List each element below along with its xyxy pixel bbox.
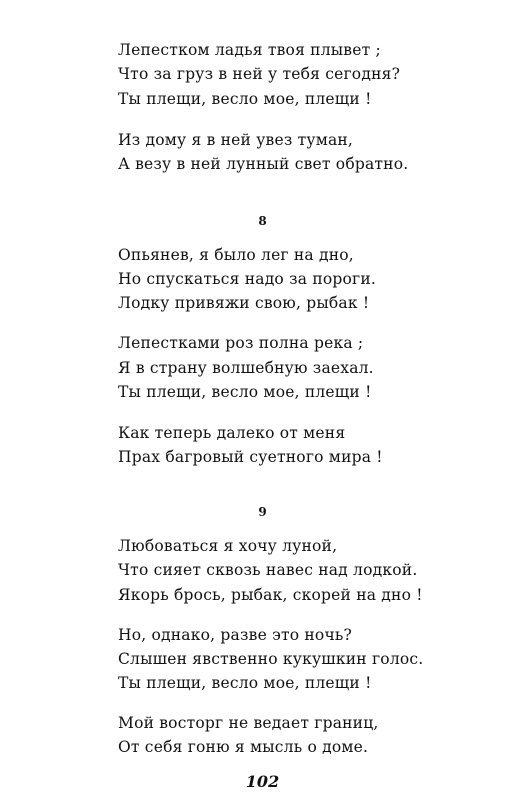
verse-line: Но, однако, разве это ночь? xyxy=(118,626,353,644)
verse-line: Якорь брось, рыбак, скорей на дно ! xyxy=(118,586,423,604)
verse-line: Ты плещи, весло мое, плещи ! xyxy=(118,674,372,692)
verse-line: Лепестком ладья твоя плывет ; xyxy=(118,41,381,59)
verse-line: Слышен явственно кукушкин голос. xyxy=(118,650,424,668)
verse-line: Я в страну волшебную заехал. xyxy=(118,359,374,377)
verse-line: Что за груз в ней у тебя сегодня? xyxy=(118,65,401,83)
verse-line: Из дому я в ней увез туман, xyxy=(118,131,354,149)
verse-line: Ты плещи, весло мое, плещи ! xyxy=(118,90,372,108)
verse-line: А везу в ней лунный свет обратно. xyxy=(118,155,409,173)
verse-line: Прах багровый суетного мира ! xyxy=(118,448,383,466)
verse-line: Лепестками роз полна река ; xyxy=(118,334,364,352)
poem-number: 9 xyxy=(258,505,267,519)
verse-line: Любоваться я хочу луной, xyxy=(118,537,338,555)
page-number: 102 xyxy=(245,772,280,791)
verse-line: Мой восторг не ведает границ, xyxy=(118,714,379,732)
verse-line: Как теперь далеко от меня xyxy=(118,424,346,442)
verse-line: Ты плещи, весло мое, плещи ! xyxy=(118,383,372,401)
verse-line: Но спускаться надо за пороги. xyxy=(118,270,377,288)
verse-line: От себя гоню я мысль о доме. xyxy=(118,738,369,756)
verse-line: Лодку привяжи свою, рыбак ! xyxy=(118,294,370,312)
verse-line: Что сияет сквозь навес над лодкой. xyxy=(118,561,418,579)
poem-number: 8 xyxy=(258,214,267,228)
verse-line: Опьянев, я было лег на дно, xyxy=(118,246,354,264)
